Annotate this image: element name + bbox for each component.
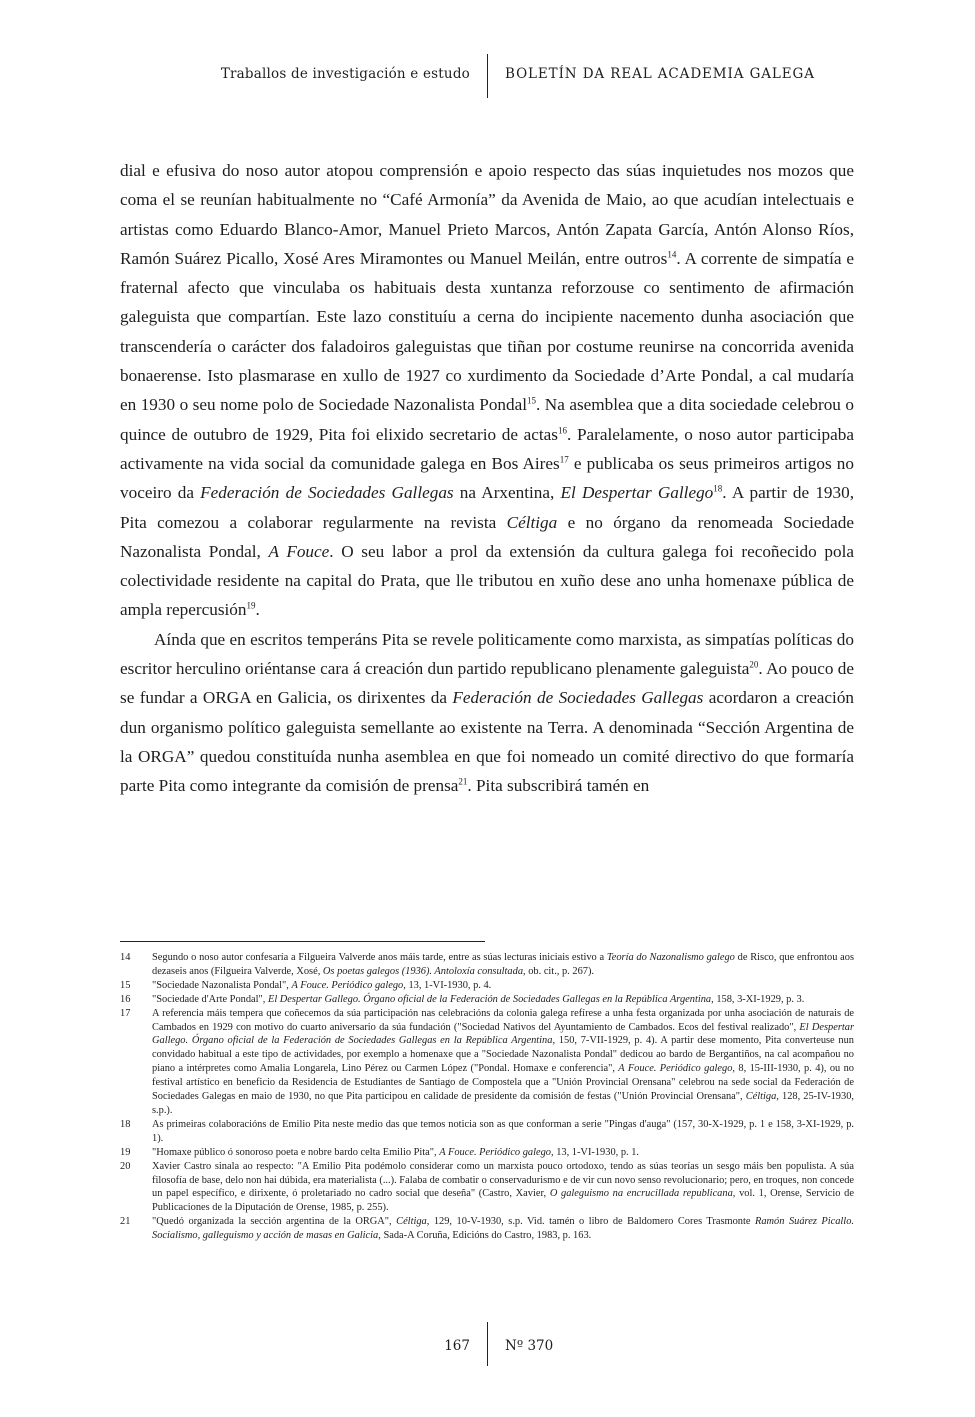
footnote-14 <box>120 951 854 979</box>
italic-title: A Fouce. Periódico galego <box>439 1146 551 1158</box>
text-run: Segundo o noso autor confesaría a Filgueira Valverde anos máis tarde, entre as súas lecturas iniciais estivo a <box>152 952 607 963</box>
footnote-19 <box>120 1146 854 1160</box>
text-run: , 13, 1-VI-1930, p. 4. <box>403 979 492 991</box>
text-run: "Sociedade Nazonalista Pondal", <box>152 979 292 991</box>
footnote-number: 21 <box>120 1216 131 1228</box>
footnote-text <box>152 1118 854 1146</box>
italic-title: Federación de Sociedades Gallegas <box>452 688 704 708</box>
text-run: , ob. cit., p. 267). <box>523 965 595 977</box>
footnote-number: 16 <box>120 993 131 1005</box>
italic-title: Céltiga <box>396 1216 427 1228</box>
footnote-number: 20 <box>120 1160 131 1172</box>
text-run: na Arxentina, <box>453 483 561 503</box>
footnote-17 <box>120 1007 854 1118</box>
text-run: de Risco, que enfrontou aos dezaseis anos (Filgueira Valverde, Xosé, <box>152 952 854 977</box>
paragraph-1 <box>120 156 854 625</box>
footnote-text <box>152 1215 854 1243</box>
footnote-ref-16[interactable]: 16 <box>558 424 567 435</box>
text-run: . Paralelamente, o noso autor participaba activamente na vida social da comunidade galega en Bos Aires <box>120 424 854 473</box>
footnote-number: 18 <box>120 1118 131 1130</box>
text-run: "Sociedade d'Arte Pondal", <box>152 993 268 1005</box>
footnote-ref-14[interactable]: 14 <box>667 249 677 260</box>
italic-title: Federación de Sociedades Gallegas <box>200 483 454 503</box>
footer-divider <box>487 1322 488 1366</box>
italic-title: A Fouce. Periódico galego <box>291 979 404 991</box>
running-header-journal: BOLETÍN DA REAL ACADEMIA GALEGA <box>505 66 815 82</box>
text-run: "Homaxe público ó sonoroso poeta e nobre bardo celta Emilio Pita", <box>152 1146 440 1158</box>
text-run: . Pita subscribirá tamén en <box>467 776 650 796</box>
footnote-ref-19[interactable]: 19 <box>246 600 256 611</box>
text-run: . <box>255 600 260 620</box>
text-run: , 13, 1-VI-1930, p. 1. <box>551 1146 640 1158</box>
footnotes <box>120 951 854 1243</box>
footnote-text <box>152 1146 854 1160</box>
italic-title: Ramón Suárez Picallo. Socialismo, galleguismo y acción de masas en Galicia <box>152 1216 854 1242</box>
italic-title: El Despertar Gallego. Órgano oficial de la Federación de Sociedades Gallegas en la República Argentina <box>152 1021 854 1047</box>
text-run: , 8, 15-III-1930, p. 4), ou no festival artístico en beneficio da Residencia de Estudiantes de Santiago de Compostela que a "Unión Provincial Orensana" celebrou na sede social da Federación de Sociedades Galegas en maio de 1930, no que Pita participou en calidade de presidente da comisión de festas ("Unión Provincial Orensana", <box>152 1063 855 1103</box>
text-run: e no órgano da renomeada Sociedade Nazonalista Pondal, <box>120 512 854 561</box>
text-run: Aínda que en escritos temperáns Pita se revele politicamente como marxista, as simpatías políticas do escritor herculino oriéntanse cara á creación dun partido republicano plenamente galeguista <box>120 629 854 679</box>
page-number: 167 <box>444 1338 470 1354</box>
italic-title: Céltiga <box>745 1091 777 1103</box>
italic-title: Teoría do Nazonalismo galego <box>606 952 735 963</box>
text-run: . Na asemblea que a dita sociedade celebrou o quince de outubro de 1929, Pita foi elixido secretario de actas <box>120 395 854 444</box>
header-divider <box>487 54 488 98</box>
footnote-text <box>152 951 854 979</box>
footnote-text <box>152 993 854 1007</box>
text-run: . O seu labor a prol da extensión da cultura galega foi recoñecido pola colectividade residente na capital do Prata, que lle tributou en xuño dese ano unha homenaxe pública de ampla repercusión <box>120 541 854 620</box>
italic-title: El Despertar Gallego. Órgano oficial de la Federación de Sociedades Gallegas en la República Argentina <box>267 993 712 1005</box>
italic-title: Céltiga <box>506 512 558 532</box>
italic-title: A Fouce. Periódico galego <box>618 1063 733 1075</box>
text-run: e publicaba os seus primeiros artigos no voceiro da <box>120 453 854 503</box>
text-run: , 129, 10-V-1930, s.p. Vid. tamén o libro de Baldomero Cores Trasmonte <box>426 1216 756 1228</box>
italic-title: O galeguismo na encrucillada republicana <box>549 1188 733 1200</box>
text-run: , 158, 3-XI-1929, p. 3. <box>711 993 805 1005</box>
text-run: As primeiras colaboracións de Emilio Pita neste medio das que temos noticia son as que conforman a serie "Pingas d'auga" (157, 30-X-1929, p. 1 e 158, 3-XI-1929, p. 1). <box>152 1118 854 1144</box>
footnote-ref-21[interactable]: 21 <box>458 776 468 787</box>
text-run: . Ao pouco de se fundar a ORGA en Galicia, os dirixentes da <box>120 659 854 708</box>
footnote-text <box>152 1007 854 1118</box>
footnote-20 <box>120 1160 854 1216</box>
text-run: "Quedó organizada la sección argentina de la ORGA", <box>152 1216 397 1228</box>
text-run: , Sada-A Coruña, Edicións do Castro, 1983, p. 163. <box>378 1230 592 1242</box>
text-run: Xavier Castro sinala ao respecto: "A Emilio Pita podémolo considerar como un marxista pouco ortodoxo, tendo as súas teorías un sesgo máis ben populista. A súa filosofía de base, delo non hai dúbida, era materialista (...). Falaba de combatir o conservadurismo e de vir cun novo senso revolucionario; pero, en troques, non concede un papel específico, e dirixente, ó proletariado no cadro social que deseña" (Castro, Xavier, <box>152 1160 854 1200</box>
italic-title: A Fouce <box>268 541 330 561</box>
footnote-separator <box>120 941 485 942</box>
text-run: . A corrente de simpatía e fraternal afecto que vinculaba os habituais desta xuntanza reforzouse co sentimento de afirmación galeguista que compartían. Este lazo constituíu a cerna do incipiente nacemento dunha asociación que transcendería o carácter dos faladoiros galeguistas que tiñan por costume reunirse na concorrida avenida bonaerense. Isto plasmarase en xullo de 1927 co xurdimento da Sociedade d’Arte Pondal, a cal mudaría en 1930 o seu nome polo de Sociedade Nazonalista Pondal <box>120 248 854 415</box>
footnote-ref-15[interactable]: 15 <box>527 395 537 406</box>
italic-title: Os poetas galegos (1936). Antoloxía consultada <box>322 965 524 977</box>
footnote-number: 19 <box>120 1146 131 1158</box>
footnote-number: 15 <box>120 979 131 991</box>
paragraph-2 <box>120 625 854 801</box>
footnote-number: 17 <box>120 1007 131 1019</box>
footnote-18 <box>120 1118 854 1146</box>
text-run: . A partir de 1930, Pita comezou a colaborar regularmente na revista <box>120 483 854 532</box>
footnote-21 <box>120 1215 854 1243</box>
footnote-text <box>152 979 854 993</box>
text-run: , 128, 25-IV-1930, s.p.). <box>152 1091 854 1116</box>
footnote-ref-20[interactable]: 20 <box>749 659 759 670</box>
main-text <box>120 156 854 801</box>
text-run: A referencia máis tempera que coñecemos da súa participación nas celebracións da colonia galega refírese a unha festa organizada por unha asociación de naturais de Cambados en 1929 con motivo do cuarto aniversario da súa fundación ("Sociedad Nativos del Ayuntamiento de Cambados. Ecos del festival realizado", <box>152 1007 854 1033</box>
footnote-16 <box>120 993 854 1007</box>
text-run: , 150, 7-VII-1929, p. 4). A partir dese momento, Pita converteuse nun convidado habitual a este tipo de actividades, por exemplo a homenaxe que a "Sociedade Nazonalista Pondal" dedicou ao bardo de Bergantiños, na cal acompañou no piano a intérpretes como Amalia Longarela, Lino Pérez ou Carmen López ("Pondal. Homaxe e conferencia", <box>152 1035 855 1075</box>
italic-title: El Despertar Gallego <box>560 483 714 503</box>
footnote-ref-17[interactable]: 17 <box>559 454 569 465</box>
footnote-text <box>152 1160 854 1216</box>
running-header-section: Traballos de investigación e estudo <box>220 66 470 82</box>
footnote-15 <box>120 979 854 993</box>
text-run: dial e efusiva do noso autor atopou comprensión e apoio respecto das súas inquietudes nos mozos que coma el se reunían habitualmente no “Café Armonía” da Avenida de Maio, ao que acudían intelectuais e artistas como Eduardo Blanco-Amor, Manuel Prieto Marcos, Antón Zapata García, Antón Alonso Ríos, Ramón Suárez Picallo, Xosé Ares Miramontes ou Manuel Meilán, entre outros <box>120 161 854 268</box>
footnote-ref-18[interactable]: 18 <box>713 483 723 494</box>
issue-number: Nº 370 <box>505 1338 554 1354</box>
text-run: , vol. 1, Orense, Servicio de Publicaciones de la Diputación de Orense, 1985, p. 255). <box>152 1188 854 1214</box>
text-run: acordaron a creación dun organismo político galeguista semellante ao existente na Terra. A denominada “Sección Argentina de la ORGA” quedou constituída nunha asemblea en que foi nomeado un comité directivo do que formaría parte Pita como integrante da comisión de prensa <box>120 688 855 796</box>
footnote-number: 14 <box>120 952 131 963</box>
